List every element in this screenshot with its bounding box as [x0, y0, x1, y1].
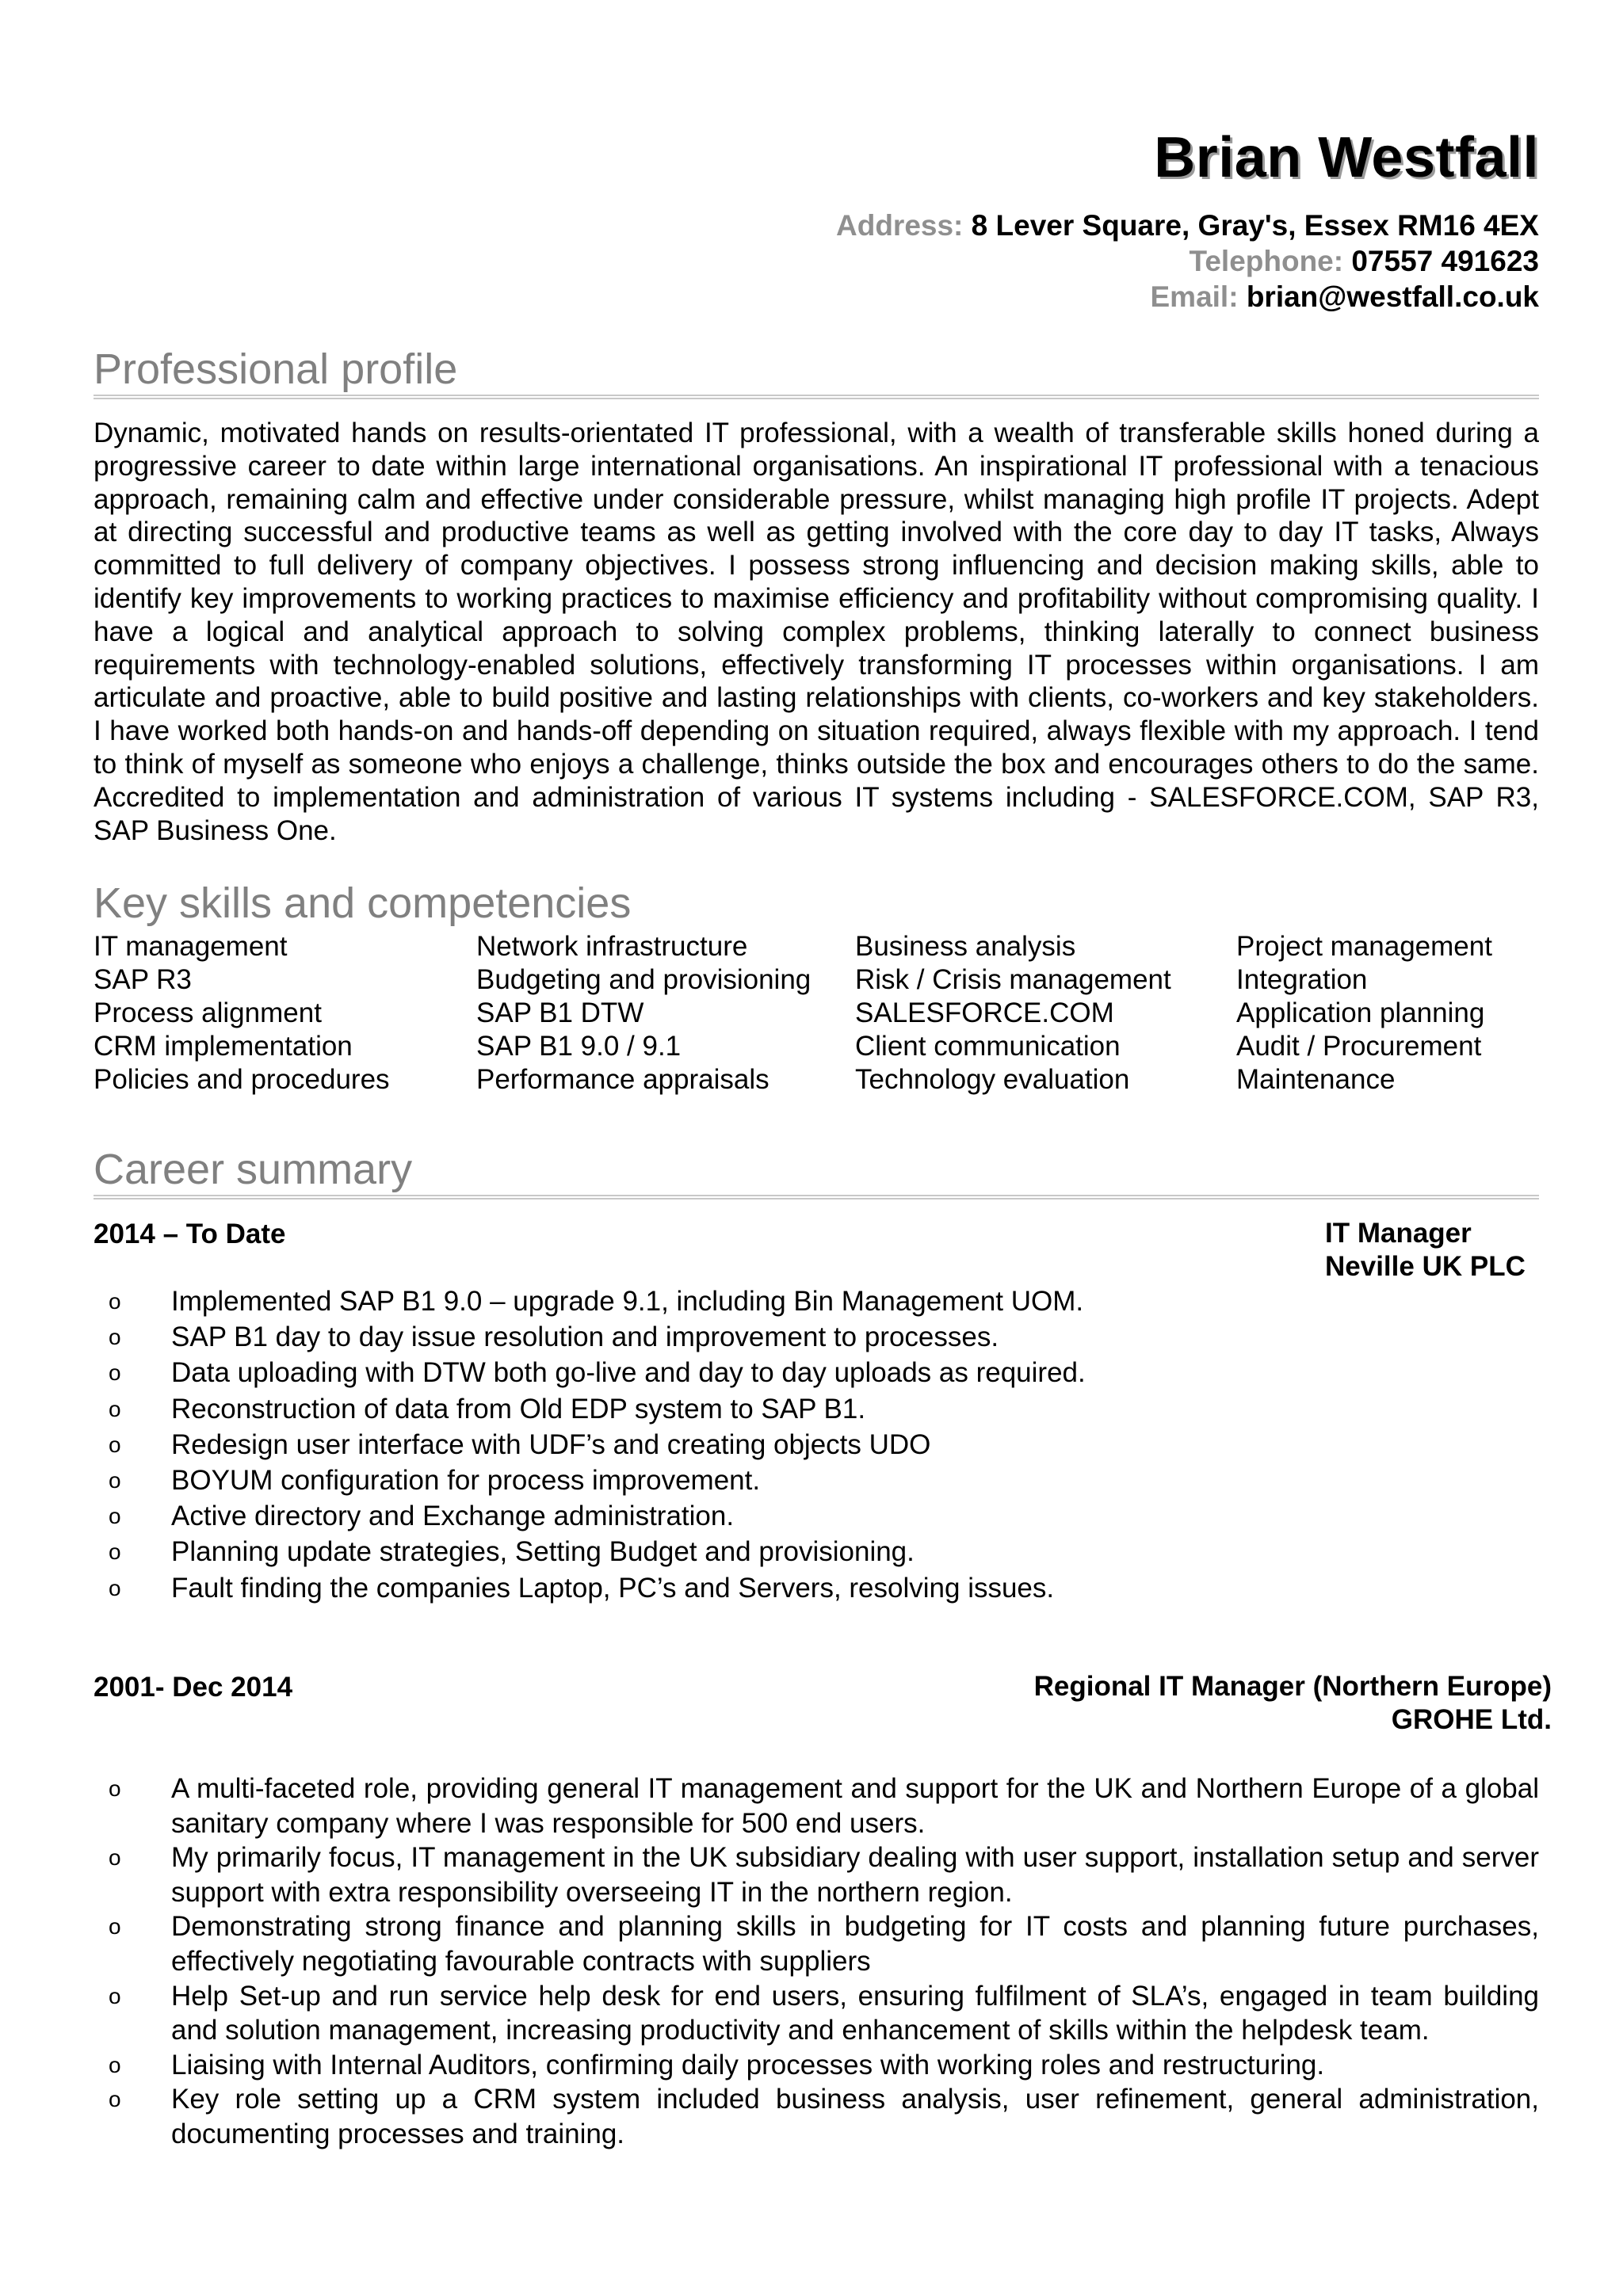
job-2-company: GROHE Ltd.: [1391, 1704, 1552, 1735]
list-item: o Key role setting up a CRM system included business analysis, user refinement, general administration, documenting processes and training.: [109, 2084, 1539, 2149]
skill-item: Application planning: [1236, 997, 1485, 1028]
skills-column-3: [855, 930, 1171, 1097]
skill-item: Network infrastructure: [476, 931, 748, 962]
telephone-label: Telephone:: [1189, 245, 1344, 277]
email-label: Email:: [1150, 280, 1239, 313]
bullet-circle-icon: o: [109, 1468, 121, 1493]
list-item: o BOYUM configuration for process improvement.: [94, 1463, 1539, 1498]
email-value: brian@westfall.co.uk: [1246, 280, 1539, 313]
skill-item: Risk / Crisis management: [855, 964, 1171, 995]
contact-block: [836, 208, 1539, 315]
career-divider: [94, 1195, 1539, 1199]
skills-heading: Key skills and competencies: [94, 879, 632, 927]
list-item: o Reconstruction of data from Old EDP system to SAP B1.: [94, 1391, 1539, 1427]
list-item: o Fault finding the companies Laptop, PC’s and Servers, resolving issues.: [94, 1570, 1539, 1606]
list-item: o Planning update strategies, Setting Budget and provisioning.: [94, 1534, 1539, 1569]
skills-column-2: [476, 930, 811, 1097]
career-heading: Career summary: [94, 1146, 413, 1193]
skill-item: Process alignment: [94, 997, 322, 1028]
profile-heading: Professional profile: [94, 345, 458, 393]
bullet-circle-icon: o: [109, 1539, 121, 1565]
candidate-name: Brian Westfall: [1154, 126, 1539, 189]
bullet-circle-icon: o: [109, 1504, 121, 1529]
list-item: o SAP B1 day to day issue resolution and improvement to processes.: [94, 1319, 1539, 1355]
job-1-responsibilities: [94, 1283, 1539, 1606]
skill-item: SAP B1 DTW: [476, 997, 644, 1028]
list-item: o Redesign user interface with UDF’s and creating objects UDO: [94, 1427, 1539, 1463]
skill-item: Integration: [1236, 964, 1368, 995]
telephone-line: [836, 243, 1539, 279]
profile-text: Dynamic, motivated hands on results-orientated IT professional, with a wealth of transferable skills honed during a progressive career to date within large international organisations. An inspirational IT professional with a tenacious approach, remaining calm and effective under considerable pressure, whilst managing high profile IT projects. Adept at directing successful and productive teams as well as getting involved with the core day to day IT tasks, Always committed to full delivery of company objectives. I possess strong influencing and decision making skills, able to identify key improvements to working practices to maximise efficiency and profitability without compromising quality. I have a logical and analytical approach to solving complex problems, thinking laterally to connect business requirements with technology-enabled solutions, effectively transforming IT processes within organisations. I am articulate and proactive, able to build positive and lasting relationships with clients, co-workers and key stakeholders. I have worked both hands-on and hands-off depending on situation required, always flexible with my approach. I tend to think of myself as someone who enjoys a challenge, thinks outside the box and encourages others to do the same. Accredited to implementation and administration of various IT systems including - SALESFORCE.COM, SAP R3, SAP Business One.: [94, 418, 1539, 846]
telephone-value: 07557 491623: [1351, 245, 1539, 277]
list-item: o Active directory and Exchange administration.: [94, 1498, 1539, 1534]
skill-item: Audit / Procurement: [1236, 1031, 1482, 1062]
address-label: Address:: [836, 209, 964, 242]
job-2-dates: 2001- Dec 2014: [94, 1672, 293, 1703]
bullet-circle-icon: o: [109, 1575, 121, 1600]
bullet-circle-icon: o: [109, 2087, 121, 2112]
skill-item: SALESFORCE.COM: [855, 997, 1114, 1028]
bullet-circle-icon: o: [109, 1776, 121, 1801]
skill-item: Maintenance: [1236, 1064, 1396, 1095]
job-1-heading: [1325, 1217, 1526, 1283]
bullet-circle-icon: o: [109, 1914, 121, 1939]
bullet-circle-icon: o: [109, 1983, 121, 2008]
skill-item: Budgeting and provisioning: [476, 964, 812, 995]
job-1-title: IT Manager: [1325, 1218, 1472, 1249]
skills-column-4: [1236, 930, 1492, 1097]
list-item: o Demonstrating strong finance and planning skills in budgeting for IT costs and planning future purchases, effectively negotiating favourable contracts with suppliers: [109, 1911, 1539, 1977]
email-line: [836, 279, 1539, 315]
skill-item: Technology evaluation: [855, 1064, 1130, 1095]
skill-item: CRM implementation: [94, 1031, 353, 1062]
skill-item: IT management: [94, 931, 288, 962]
skills-column-1: [94, 930, 390, 1097]
job-1-company: Neville UK PLC: [1325, 1251, 1526, 1282]
list-item: o Liaising with Internal Auditors, confirming daily processes with working roles and restructuring.: [94, 2048, 1539, 2083]
bullet-circle-icon: o: [109, 1396, 121, 1421]
skill-item: Business analysis: [855, 931, 1076, 962]
list-item: o Data uploading with DTW both go-live and day to day uploads as required.: [94, 1355, 1539, 1390]
skill-item: Performance appraisals: [476, 1064, 769, 1095]
skill-item: Policies and procedures: [94, 1064, 390, 1095]
job-2-title: Regional IT Manager (Northern Europe): [1033, 1671, 1552, 1702]
list-item: o A multi-faceted role, providing general IT management and support for the UK and Northern Europe of a global sanitary company where I was responsible for 500 end users.: [109, 1773, 1539, 1839]
bullet-circle-icon: o: [109, 1432, 121, 1457]
job-2-heading: [1034, 1670, 1552, 1737]
address-value: 8 Lever Square, Gray's, Essex RM16 4EX: [971, 209, 1539, 242]
skill-item: Client communication: [855, 1031, 1121, 1062]
bullet-circle-icon: o: [109, 1845, 121, 1871]
job-1-dates: 2014 – To Date: [94, 1219, 286, 1249]
list-item: o Help Set-up and run service help desk for end users, ensuring fulfilment of SLA’s, engaged in team building and solution management, increasing productivity and enhancement of skills within the helpdesk team.: [109, 1980, 1539, 2046]
bullet-circle-icon: o: [109, 1325, 121, 1350]
bullet-circle-icon: o: [109, 1360, 121, 1386]
skill-item: SAP B1 9.0 / 9.1: [476, 1031, 682, 1062]
skill-item: Project management: [1236, 931, 1492, 962]
list-item: o Implemented SAP B1 9.0 – upgrade 9.1, including Bin Management UOM.: [94, 1283, 1539, 1319]
profile-divider: [94, 395, 1539, 399]
address-line: [836, 208, 1539, 243]
bullet-circle-icon: o: [109, 1289, 121, 1314]
list-item: o My primarily focus, IT management in the UK subsidiary dealing with user support, installation setup and server support with extra responsibility overseeing IT in the northern region.: [109, 1842, 1539, 1908]
bullet-circle-icon: o: [109, 2052, 121, 2077]
job-2-responsibilities: [94, 1772, 1539, 2152]
skill-item: SAP R3: [94, 964, 192, 995]
